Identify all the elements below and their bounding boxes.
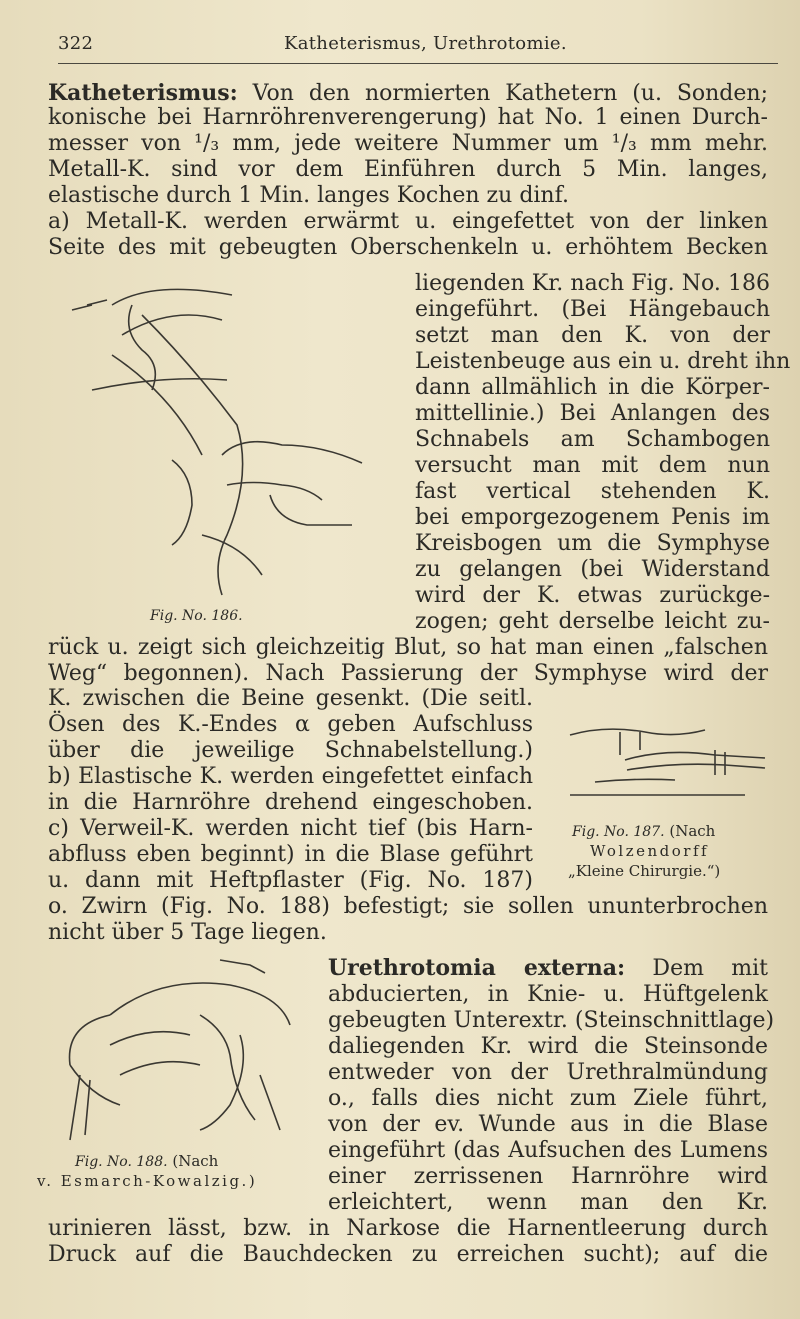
text-line: abfluss eben beginnt) in die Blase geführt (48, 842, 533, 867)
text-line: in die Harnröhre drehend eingeschoben. (48, 790, 533, 815)
text-line: entweder von der Urethralmündung (328, 1060, 768, 1085)
text-line: a) Metall-K. werden erwärmt u. eingefettet von der linken (48, 209, 768, 234)
caption-note: (Nach (669, 822, 716, 840)
figure-label: Fig. No. 186. (150, 608, 243, 624)
text-line: eingeführt. (Bei Hängebauch (415, 297, 770, 322)
text-line: rück u. zeigt sich gleichzeitig Blut, so hat man einen „falschen (48, 635, 768, 660)
text-line: bei emporgezogenem Penis im (415, 505, 770, 530)
text-line: einer zerrissenen Harnröhre wird (328, 1164, 768, 1189)
text-line: o. Zwirn (Fig. No. 188) befestigt; sie sollen ununterbrochen (48, 894, 768, 919)
text-line: nicht über 5 Tage liegen. (48, 920, 327, 945)
text-line: messer von ¹/₃ mm, jede weitere Nummer um ¹/₃ mm mehr. (48, 131, 768, 156)
text-line: mittellinie.) Bei Anlangen des (415, 401, 770, 426)
text-line: Seite des mit gebeugten Oberschenkeln u. erhöhtem Becken (48, 235, 768, 260)
page-number: 322 (58, 33, 94, 54)
text-line: zogen; geht derselbe leicht zu- (415, 609, 770, 634)
figure-187-caption (572, 822, 715, 841)
text-line: dann allmählich in die Körper- (415, 375, 770, 400)
text-line: c) Verweil-K. werden nicht tief (bis Harn- (48, 816, 533, 841)
text-line: K. zwischen die Beine gesenkt. (Die seitl. (48, 686, 533, 711)
figure-186-illustration (52, 275, 402, 605)
text-line: Druck auf die Bauchdecken zu erreichen sucht); auf die (48, 1242, 768, 1267)
text-line: Leistenbeuge aus ein u. dreht ihn (415, 349, 791, 374)
text-line (328, 955, 768, 982)
figure-187-author: Wolzendorff (590, 842, 710, 860)
text-line: eingeführt (das Aufsuchen des Lumens (328, 1138, 768, 1163)
text-line: Metall-K. sind vor dem Einführen durch 5 Min. langes, (48, 157, 768, 182)
figure-187-source: „Kleine Chirurgie.“) (568, 862, 721, 880)
text-line: Ösen des K.-Endes α geben Aufschluss (48, 712, 533, 737)
figure-187-illustration (565, 720, 775, 805)
text-line: von der ev. Wunde aus in die Blase (328, 1112, 768, 1137)
text-line: liegenden Kr. nach Fig. No. 186 (415, 271, 770, 296)
text-line: über die jeweilige Schnabelstellung.) (48, 738, 533, 763)
text-line: Weg“ begonnen). Nach Passierung der Symphyse wird der (48, 661, 768, 686)
running-title: Katheterismus, Urethrotomie. (284, 33, 567, 54)
section-heading-katheterismus: Katheterismus: (48, 80, 238, 106)
text-line: fast vertical stehenden K. (415, 479, 770, 504)
text-line: o., falls dies nicht zum Ziele führt, (328, 1086, 768, 1111)
text-line: Schnabels am Schambogen (415, 427, 770, 452)
text-line: daliegenden Kr. wird die Steinsonde (328, 1034, 768, 1059)
text-line: gebeugten Unterextr. (Steinschnittlage) (328, 1008, 775, 1033)
figure-label: Fig. No. 188. (75, 1154, 168, 1170)
caption-note: (Nach (172, 1152, 219, 1170)
text-span: Von den normierten Kathetern (u. Sonden; (237, 81, 768, 106)
text-line (48, 80, 768, 107)
figure-186-caption (150, 606, 243, 625)
text-line: urinieren lässt, bzw. in Narkose die Harnentleerung durch (48, 1216, 768, 1241)
figure-188-caption (75, 1152, 218, 1171)
text-line: u. dann mit Heftpflaster (Fig. No. 187) (48, 868, 533, 893)
section-heading-urethrotomia: Urethrotomia externa: (328, 955, 626, 981)
text-line: konische bei Harnröhrenverengerung) hat No. 1 einen Durch- (48, 105, 768, 130)
text-line: versucht man mit dem nun (415, 453, 770, 478)
text-line: Kreisbogen um die Symphyse (415, 531, 770, 556)
text-line: zu gelangen (bei Widerstand (415, 557, 770, 582)
text-span: Dem mit (625, 956, 768, 981)
figure-label: Fig. No. 187. (572, 824, 665, 840)
running-head (58, 33, 778, 59)
text-line: setzt man den K. von der (415, 323, 770, 348)
header-rule (58, 63, 778, 64)
text-line: erleichtert, wenn man den Kr. (328, 1190, 768, 1215)
text-line: b) Elastische K. werden eingefettet einfach (48, 764, 533, 789)
text-line: elastische durch 1 Min. langes Kochen zu dinf. (48, 183, 569, 208)
figure-188-author: v. Esmarch-Kowalzig.) (37, 1172, 258, 1190)
text-line: abducierten, in Knie- u. Hüftgelenk (328, 982, 768, 1007)
figure-188-illustration (50, 955, 320, 1145)
text-line: wird der K. etwas zurückge- (415, 583, 770, 608)
